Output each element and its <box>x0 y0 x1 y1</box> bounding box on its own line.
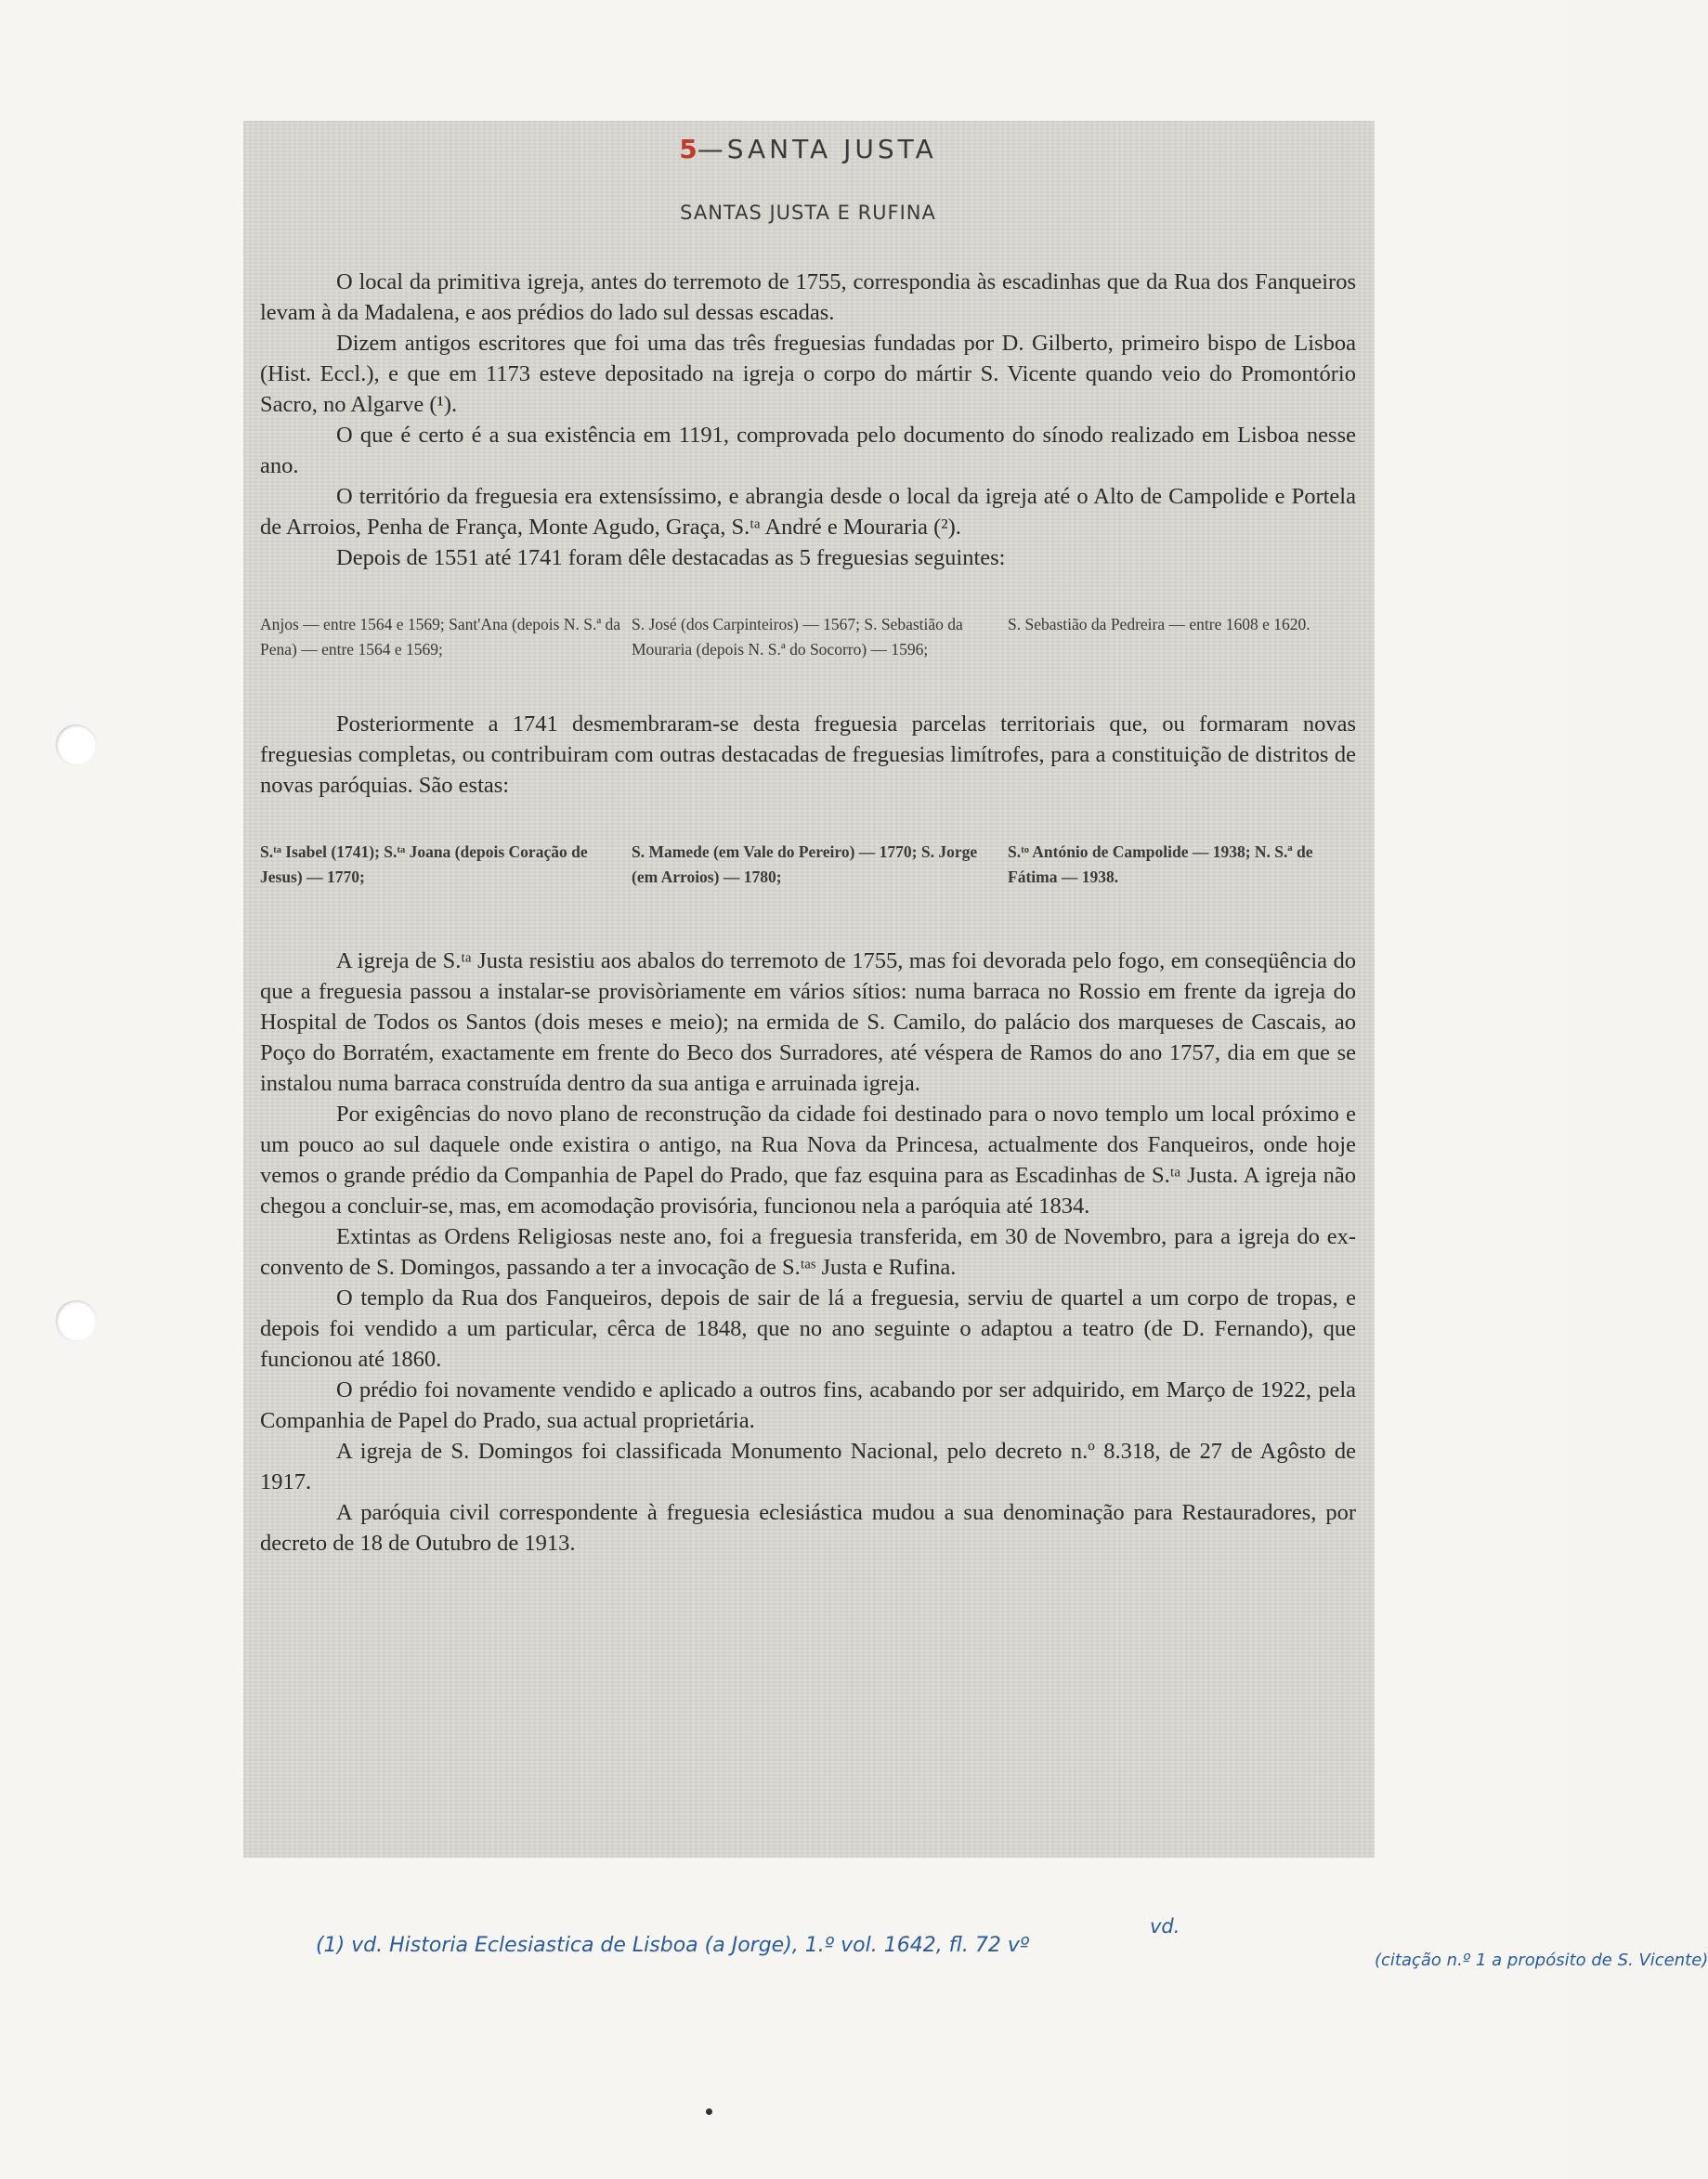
paragraph: Posteriormente a 1741 desmembraram-se desta freguesia parcelas territoriais que, ou formaram novas freguesias completas, ou contribuiram com outras destacadas de freguesias limítrofes, para a constituição de distritos de novas paróquias. São estas: <box>260 711 1356 798</box>
list-item: S. Mamede (em Vale do Pereiro) — 1770; S. Jorge (em Arroios) — 1780; <box>632 842 978 886</box>
paragraph: A igreja de S. Domingos foi classificada Monumento Nacional, pelo decreto n.º 8.318, de 27 de Agôsto de 1917. <box>260 1439 1356 1494</box>
parish-list-1 <box>260 612 1356 662</box>
page-subtitle: SANTAS JUSTA E RUFINA <box>680 202 936 224</box>
punch-hole-top <box>56 724 97 765</box>
handwritten-line-main: (1) vd. Historia Eclesiastica de Lisboa (a Jorge), 1.º vol. 1642, fl. 72 vº <box>316 1934 1030 1957</box>
paragraph: Por exigências do novo plano de reconstrução da cidade foi destinado para o novo templo um local próximo e um pouco ao sul daquele onde existira o antigo, na Rua Nova da Princesa, actualmente dos Fanqueiros, onde hoje vemos o grande prédio da Companhia de Papel do Prado, que faz esquina para as Escadinhas de S.ᵗᵃ Justa. A igreja não chegou a concluir-se, mas, em acomodação provisória, funcionou nela a paróquia até 1834. <box>260 1102 1356 1219</box>
title-text: SANTA JUSTA <box>726 134 937 164</box>
paragraph: Dizem antigos escritores que foi uma das três freguesias fundadas por D. Gilberto, primeiro bispo de Lisboa (Hist. Eccl.), e que em 1173 esteve depositado na igreja o corpo do mártir S. Vicente quando veio do Promontório Sacro, no Algarve (¹). <box>260 331 1356 417</box>
title-number: 5 <box>679 134 698 164</box>
handwritten-line-above: vd. <box>1150 1915 1180 1938</box>
paragraph: O templo da Rua dos Fanqueiros, depois de sair de lá a freguesia, serviu de quartel a um corpo de tropas, e depois foi vendido a um particular, cêrca de 1848, que no ano seguinte o adaptou a teatro (de D. Fernando), que funcionou até 1860. <box>260 1285 1356 1372</box>
paragraph: Extintas as Ordens Religiosas neste ano, foi a freguesia transferida, em 30 de Novembro, para a igreja do ex-convento de S. Domingos, passando a ter a invocação de S.ᵗᵃˢ Justa e Rufina. <box>260 1224 1356 1280</box>
ink-dot <box>706 2108 712 2115</box>
punch-hole-bottom <box>56 1300 97 1341</box>
paragraph: O que é certo é a sua existência em 1191, comprovada pelo documento do sínodo realizado em Lisboa nesse ano. <box>260 423 1356 478</box>
list-item: S.ᵗᵒ António de Campolide — 1938; N. S.ª de Fátima — 1938. <box>1008 842 1313 886</box>
text-block-3 <box>260 946 1356 1559</box>
paragraph: O território da freguesia era extensíssimo, e abrangia desde o local da igreja até o Alto de Campolide e Portela de Arroios, Penha de França, Monte Agudo, Graça, S.ᵗᵃ André e Mouraria (²). <box>260 484 1356 540</box>
paragraph: A paróquia civil correspondente à freguesia eclesiástica mudou a sua denominação para Restauradores, por decreto de 18 de Outubro de 1913. <box>260 1500 1356 1556</box>
paragraph: A igreja de S.ᵗᵃ Justa resistiu aos abalos do terremoto de 1755, mas foi devorada pelo fogo, em conseqüência do que a freguesia passou a instalar-se provisòriamente em vários sítios: numa barraca no Rossio em frente da igreja do Hospital de Todos os Santos (dois meses e meio); na ermida de S. Camilo, do palácio dos marqueses de Cascais, ao Poço do Borratém, exactamente em frente do Beco dos Surradores, até véspera de Ramos do ano 1757, dia em que se instalou numa barraca construída dentro da sua antiga e arruinada igreja. <box>260 948 1356 1096</box>
text-block-2 <box>260 709 1356 801</box>
text-block-1 <box>260 267 1356 573</box>
handwritten-line-right: (citação n.º 1 a propósito de S. Vicente) <box>1375 1951 1708 1970</box>
list-item: S. José (dos Carpinteiros) — 1567; S. Sebastião da Mouraria (depois N. S.ª do Socorro) — 1596; <box>632 615 963 659</box>
list-item: S.ᵗᵃ Isabel (1741); S.ᵗᵃ Joana (depois Coração de Jesus) — 1770; <box>260 842 588 886</box>
paragraph: O prédio foi novamente vendido e aplicado a outros fins, acabando por ser adquirido, em Março de 1922, pela Companhia de Papel do Prado, sua actual proprietária. <box>260 1377 1356 1433</box>
paragraph: O local da primitiva igreja, antes do terremoto de 1755, correspondia às escadinhas que da Rua dos Fanqueiros levam à da Madalena, e aos prédios do lado sul dessas escadas. <box>260 269 1356 325</box>
list-item: S. Sebastião da Pedreira — entre 1608 e 1620. <box>1008 615 1310 633</box>
parish-list-2 <box>260 840 1356 890</box>
list-item: Anjos — entre 1564 e 1569; Sant'Ana (depois N. S.ª da Pena) — entre 1564 e 1569; <box>260 615 621 659</box>
page-title: 5—SANTA JUSTA <box>679 134 937 164</box>
newspaper-clipping <box>243 121 1375 1858</box>
paragraph: Depois de 1551 até 1741 foram dêle destacadas as 5 freguesias seguintes: <box>336 545 1006 570</box>
